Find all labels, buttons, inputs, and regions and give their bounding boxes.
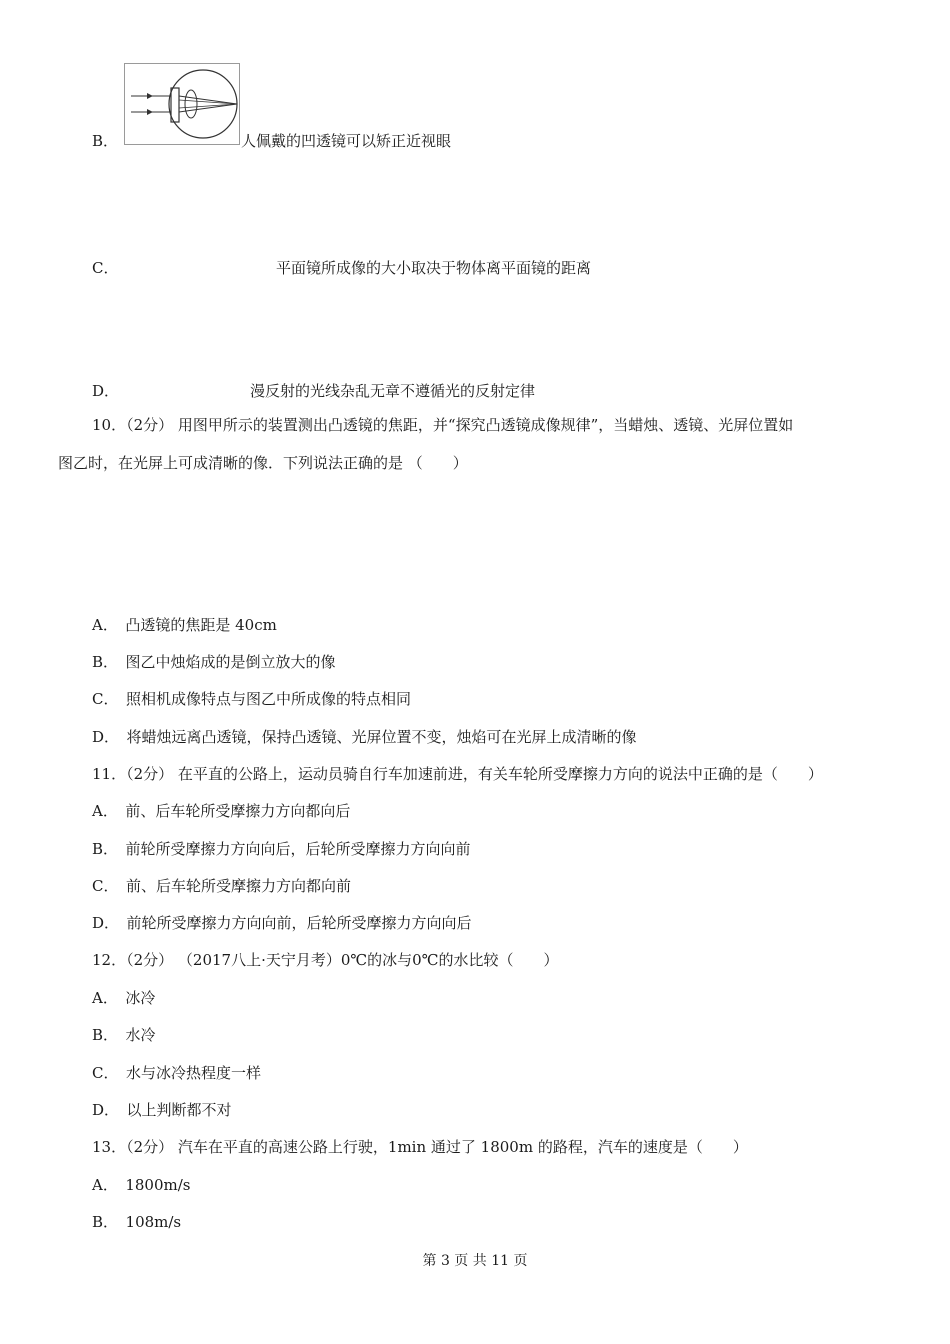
q12-stem: 12．（2分） （2017八上·天宁月考）0℃的冰与0℃的水比较（ ）: [92, 951, 559, 969]
q12-option-d: D． 以上判断都不对: [92, 1101, 232, 1119]
q11-stem: 11．（2分） 在平直的公路上，运动员骑自行车加速前进，有关车轮所受摩擦力方向的说法中正确的是（ ）: [92, 765, 823, 783]
q13-stem: 13．（2分） 汽车在平直的高速公路上行驶，1min 通过了 1800m 的路程，汽车的速度是（ ）: [92, 1138, 748, 1156]
q10-option-c: C． 照相机成像特点与图乙中所成像的特点相同: [92, 690, 411, 708]
q13-option-b: B． 108m/s: [92, 1213, 182, 1231]
q11-option-b: B． 前轮所受摩擦力方向向后，后轮所受摩擦力方向向前: [92, 840, 471, 858]
page-footer: 第 3 页 共 11 页: [422, 1253, 528, 1269]
q12-option-a: A． 冰冷: [92, 989, 156, 1007]
q9-option-d-text: 漫反射的光线杂乱无章不遵循光的反射定律: [250, 382, 536, 400]
eye-lens-icon: [125, 64, 239, 144]
q10-option-b: B． 图乙中烛焰成的是倒立放大的像: [92, 653, 336, 671]
q10-option-a: A． 凸透镜的焦距是 40cm: [92, 616, 277, 634]
q12-option-b: B． 水冷: [92, 1026, 156, 1044]
q9-option-b-text: 人佩戴的凹透镜可以矫正近视眼: [241, 132, 452, 150]
eye-lens-diagram: [124, 63, 240, 145]
q13-option-a: A． 1800m/s: [92, 1176, 191, 1194]
q12-option-c: C． 水与冰冷热程度一样: [92, 1064, 261, 1082]
q9-option-d-label: D．: [92, 382, 120, 400]
q10-option-d: D． 将蜡烛远离凸透镜，保持凸透镜、光屏位置不变，烛焰可在光屏上成清晰的像: [92, 728, 637, 746]
q10-stem-line1: 10．（2分） 用图甲所示的装置测出凸透镜的焦距，并“探究凸透镜成像规律”，当蜡烛、透镜、光屏位置如: [92, 416, 794, 434]
q9-option-c-label: C．: [92, 259, 119, 277]
q9-option-c-text: 平面镜所成像的大小取决于物体离平面镜的距离: [276, 259, 592, 277]
q11-option-d: D． 前轮所受摩擦力方向向前，后轮所受摩擦力方向向后: [92, 914, 472, 932]
q11-option-c: C． 前、后车轮所受摩擦力方向都向前: [92, 877, 351, 895]
q11-option-a: A． 前、后车轮所受摩擦力方向都向后: [92, 802, 351, 820]
q10-stem-line2: 图乙时，在光屏上可成清晰的像．下列说法正确的是 （ ）: [58, 454, 468, 472]
q9-option-b-label: B．: [92, 132, 119, 150]
